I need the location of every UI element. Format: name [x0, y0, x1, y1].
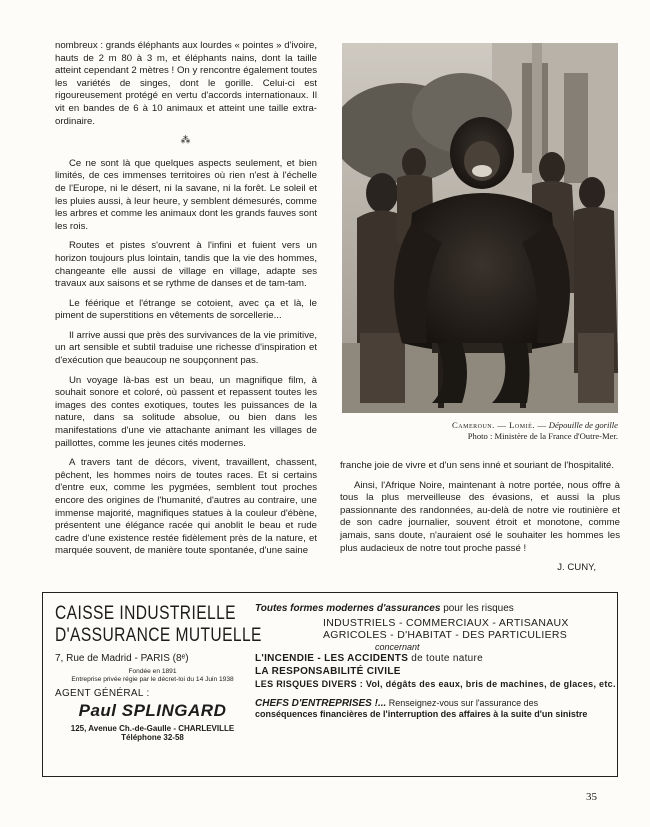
company-name-line2: D'ASSURANCE MUTUELLE	[55, 625, 262, 646]
business-owners-line1	[255, 698, 611, 709]
photo-caption	[342, 420, 618, 441]
concernant-label: concernant	[375, 642, 420, 652]
paragraph: Il arrive aussi que près des survivances de la vie primitive, un art sensible et subtil traduise une richesse d'inspiration et d'exécution que beaucoup ne soupçonnent pas.	[55, 329, 317, 367]
ad-company-block	[55, 603, 262, 742]
ad-services-block	[255, 603, 616, 719]
paragraph: Ce ne sont là que quelques aspects seulement, et bien limités, de ces immenses territoires où rien n'est à l'échelle de l'Europe, ni le désert, ni la savane, ni la forêt. Le soleil et les pluies aussi, à leur heure, y semblent démesurés, comme les arbres et comme les animaux dont les grands fauves sont les rois.	[55, 157, 317, 232]
caption-place: Cameroun. — Lomié. —	[452, 420, 547, 430]
caption-title: Dépouille de gorille	[548, 420, 618, 430]
paragraph: nombreux : grands éléphants aux lourdes « pointes » d'ivoire, hauts de 2 m 80 à 3 m, et éléphants nains, dont la taille atteint cependant 2 mètres ! On y rencontre également toutes les variétés de singes, dont le gorille. Celui-ci est rigoureusement protégé en vertu d'accords internationaux. Il vit en bandes de 6 à 10 animaux et atteint une taille extra-ordinaire.	[55, 40, 317, 127]
risk-misc: LES RISQUES DIVERS	[255, 679, 357, 689]
article-left-column	[55, 40, 317, 565]
paragraph: Routes et pistes s'ouvrent à l'infini et fuient vers un horizon toujours plus lointain, tandis que la vie des hommes, changeante elle aussi de village en village, adapte ses travaux aux saisons et se rythme de danses et de tam-tam.	[55, 240, 317, 290]
agent-phone: Téléphone 32-58	[121, 733, 184, 742]
risk-misc-detail: : Vol, dégâts des eaux, bris de machines, de glaces, etc.	[356, 679, 616, 689]
risk-accidents: - LES ACCIDENTS	[314, 653, 409, 664]
business-owners-heading: CHEFS D'ENTREPRISES !...	[255, 698, 387, 709]
gorilla-photo-illustration	[342, 43, 618, 413]
founded-date: Fondée en 1891	[128, 668, 177, 675]
risk-line-misc	[255, 678, 616, 691]
risk-categories-line1: INDUSTRIELS - COMMERCIAUX - ARTISANAUX	[323, 617, 569, 629]
gorilla-photo	[342, 43, 618, 413]
ad-headline-bold: Toutes formes modernes d'assurances	[255, 603, 441, 614]
risk-liability: LA RESPONSABILITÉ CIVILE	[255, 666, 401, 677]
paragraph: Un voyage là-bas est un beau, un magnifique film, à souhait sonore et coloré, où passent et repassent toutes les images des contes exotiques, toutes les puissances de la nature, dans sa solitude absolue, ou bien dans les manifestations d'une vie attachante animant les villages de paillottes, comme les jeunes cités modernes.	[55, 374, 317, 449]
insurance-advertisement	[42, 592, 618, 777]
ad-headline-light: pour les risques	[443, 603, 514, 614]
company-name-line1: CAISSE INDUSTRIELLE	[55, 603, 236, 624]
paragraph: Ainsi, l'Afrique Noire, maintenant à notre portée, nous offre à tous la plus merveilleuse des évasions, et aussi la plus passionnante des randonnées, au-delà de notre vie routinière et de son cadre journalier, souvent étroit et monotone, comme jamais, sans doute, n'auraient osé le souhaiter les hommes les plus audacieux de notre tout proche passé !	[340, 479, 620, 554]
risk-categories-line2: AGRICOLES - D'HABITAT - DES PARTICULIERS	[323, 629, 568, 641]
risk-line-liability	[255, 665, 611, 678]
company-address: 7, Rue de Madrid - PARIS (8ᵉ)	[55, 653, 189, 664]
business-owners-line2: conséquences financières de l'interruption des affaires à la suite d'un sinistre	[255, 709, 588, 719]
ad-headline	[255, 603, 611, 614]
page-number: 35	[586, 791, 597, 803]
decree-note: Entreprise privée régie par le décret-loi du 14 Juin 1938	[71, 676, 234, 683]
risk-fire: L'INCENDIE	[255, 653, 315, 664]
agent-label: AGENT GÉNÉRAL :	[55, 688, 150, 699]
section-ornament: ⁂	[180, 135, 192, 147]
paragraph: Le féérique et l'étrange se cotoient, avec ça et là, le piment de superstitions en vêtements de sorcellerie...	[55, 297, 317, 322]
business-owners-text: Renseignez-vous sur l'assurance des	[386, 698, 539, 708]
article-right-column	[340, 460, 620, 575]
agent-address: 125, Avenue Ch.-de-Gaulle - CHARLEVILLE	[70, 724, 235, 733]
paragraph: A travers tant de décors, vivent, travaillent, chassent, pêchent, les hommes noirs de toutes races. Et si certains d'entre eux, comme les pygmées, semblent tout proches encore des origines de l'humanité, d'autres au contraire, une immense majorité, magnifiques statues à la couleur d'ébène, présentent une élégance racée qui anoblit le beau et rude cadre d'une existence restée fidèlement près de la nature, et marquée souvent, de manière toute spontanée, d'une saine	[55, 457, 317, 557]
paragraph: franche joie de vivre et d'un sens inné et souriant de l'hospitalité.	[340, 460, 615, 471]
caption-credit: Photo : Ministère de la France d'Outre-Mer.	[467, 430, 618, 441]
agent-name: Paul SPLINGARD	[78, 701, 227, 720]
risk-line-fire	[255, 652, 611, 665]
risk-accidents-detail: de toute nature	[408, 653, 484, 664]
author-signature: J. CUNY,	[557, 562, 596, 574]
